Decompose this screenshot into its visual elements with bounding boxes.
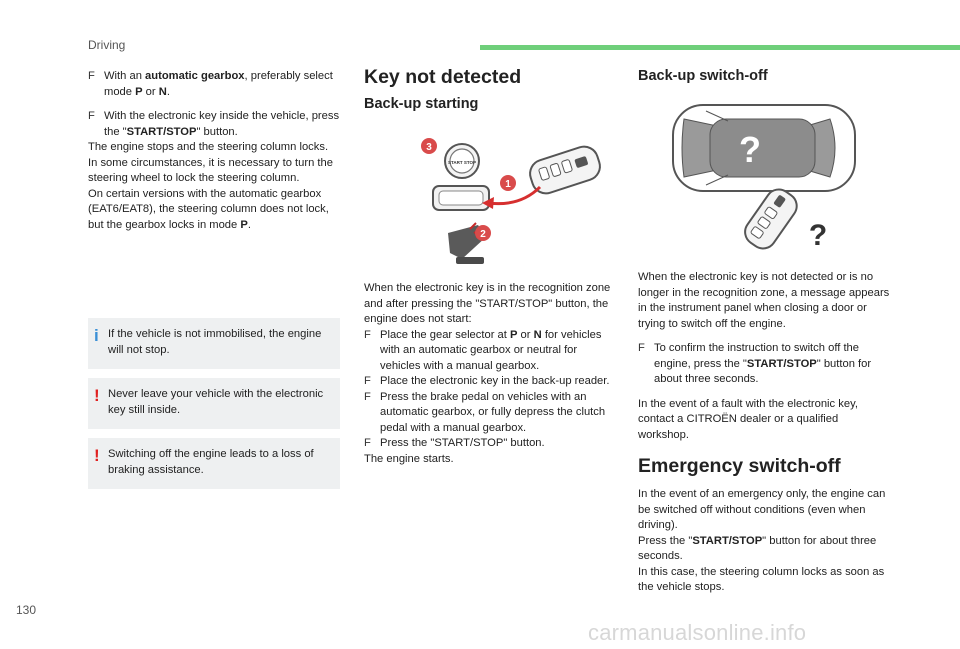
car-question-mark: ? [739, 129, 761, 170]
bullet-marker: F [638, 342, 645, 354]
bullet-text: With an automatic gearbox, preferably select mode P or N. [104, 70, 333, 98]
paragraph-eat-versions: On certain versions with the automatic gearbox (EAT6/EAT8), the steering column does not lock, but the gearbox locks in mode P. [88, 187, 329, 231]
bullet-press-start-stop [364, 436, 614, 452]
bullet-marker: F [364, 390, 371, 403]
warning-note-key-inside [88, 378, 340, 429]
marker-2-icon [475, 225, 491, 241]
emergency-paragraph-2: Press the "START/STOP" button for about three seconds. [638, 534, 877, 562]
marker-3-icon [421, 138, 437, 154]
emergency-paragraph-3: In this case, the steering column locks as soon as the vehicle stops. [638, 565, 885, 593]
page-number: 130 [16, 603, 37, 617]
electronic-key-icon [740, 184, 802, 253]
engine-starts-text: The engine starts. [364, 452, 454, 465]
backup-starting-intro: When the electronic key is in the recognition zone and after pressing the "START/STOP" button, the engine does not start: [364, 282, 611, 325]
bullet-gear-selector [364, 328, 614, 375]
warning-note-text: Switching off the engine leads to a loss of braking assistance. [108, 448, 314, 476]
bullet-marker: F [364, 437, 371, 449]
warning-icon: ! [94, 386, 100, 405]
bullet-text: With the electronic key inside the vehicle, press the "START/STOP" button. [104, 110, 340, 138]
heading-key-not-detected: Key not detected [364, 66, 522, 88]
bullet-marker: F [364, 375, 371, 387]
bullet-press-brake [364, 390, 614, 437]
start-stop-button-label: START STOP [447, 160, 477, 165]
backup-reader-icon [433, 186, 489, 210]
emergency-text [638, 487, 892, 596]
bullet-text: Press the brake pedal on vehicles with an automatic gearbox, or fully depress the clutch pedal with a manual gearbox. [380, 390, 606, 434]
start-stop-button-icon [445, 144, 479, 178]
bullet-automatic-gearbox [88, 69, 340, 100]
backup-switch-off-illustration [670, 97, 860, 257]
section-label: Driving [88, 38, 126, 52]
paragraph-steering-lock: The engine stops and the steering column locks. [88, 141, 329, 153]
info-icon: i [94, 326, 99, 345]
bullet-marker: F [88, 110, 95, 122]
warning-icon: ! [94, 446, 100, 465]
marker-1-label: 1 [505, 179, 511, 190]
key-question-mark: ? [808, 219, 828, 252]
bullet-place-key [364, 374, 614, 390]
column-3-text [638, 270, 892, 443]
backup-starting-illustration [420, 125, 610, 275]
bullet-confirm-switch-off [638, 341, 892, 388]
car-top-view-icon [673, 105, 855, 191]
marker-2-label: 2 [480, 229, 486, 240]
bullet-marker: F [88, 70, 95, 82]
bullet-text: Press the "START/STOP" button. [380, 437, 545, 449]
bullet-text: Place the electronic key in the back-up reader. [380, 375, 610, 387]
info-note-text: If the vehicle is not immobilised, the engine will not stop. [108, 328, 322, 356]
warning-note-text: Never leave your vehicle with the electronic key still inside. [108, 388, 324, 416]
heading-backup-switch-off: Back-up switch-off [638, 68, 768, 84]
watermark: carmanualsonline.info [588, 620, 807, 645]
section-accent-bar [480, 45, 960, 50]
bullet-text: To confirm the instruction to switch off the engine, press the "START/STOP" button for about three seconds. [654, 342, 872, 385]
bullet-press-start-stop [88, 109, 340, 140]
backup-switch-off-intro: When the electronic key is not detected or is no longer in the recognition zone, a message appears in the instrument panel when closing a door or trying to switch off the engine. [638, 271, 890, 330]
bullet-text: Place the gear selector at P or N for vehicles with an automatic gearbox or neutral for vehicles with a manual gearbox. [380, 328, 602, 372]
column-2-text [364, 281, 614, 467]
marker-1-icon [500, 175, 516, 191]
column-1 [88, 69, 340, 233]
emergency-paragraph-1: In the event of an emergency only, the engine can be switched off without conditions (even when driving). [638, 488, 886, 531]
heading-backup-starting: Back-up starting [364, 96, 479, 112]
fault-text: In the event of a fault with the electronic key, contact a CITROËN dealer or a qualified workshop. [638, 397, 858, 441]
insert-arrow-icon [488, 187, 540, 204]
paragraph-turn-wheel: In some circumstances, it is necessary to turn the steering wheel to lock the steering column. [88, 156, 333, 184]
info-note [88, 318, 340, 369]
heading-emergency-switch-off: Emergency switch-off [638, 455, 841, 477]
bullet-marker: F [364, 328, 371, 341]
marker-3-label: 3 [426, 142, 432, 153]
warning-note-braking [88, 438, 340, 489]
